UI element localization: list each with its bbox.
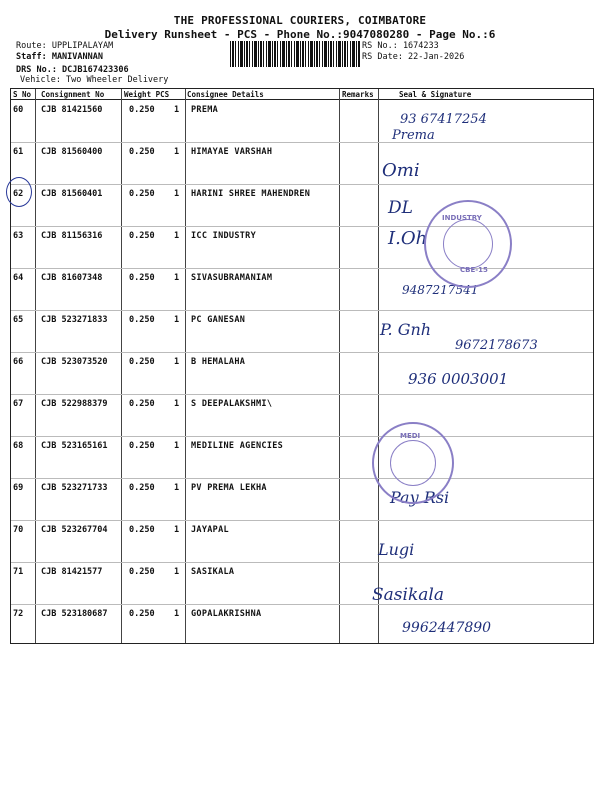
route-info	[16, 41, 129, 76]
handwritten-signature-63: I.Oh	[388, 228, 428, 249]
row-consignee: HIMAYAE VARSHAH	[191, 147, 273, 157]
row-weight: 0.250	[129, 399, 155, 409]
row-weight: 0.250	[129, 189, 155, 199]
row-sno: 72	[13, 609, 24, 619]
row-pcs: 1	[174, 147, 180, 157]
handwritten-signature-70: Lugi	[378, 540, 415, 559]
row-pcs: 1	[174, 399, 180, 409]
row-consignee: SIVASUBRAMANIAM	[191, 273, 273, 283]
row-consignment: CJB 523271733	[41, 483, 108, 493]
row-consignee: SASIKALA	[191, 567, 235, 577]
stamp-text: CBE-15	[460, 266, 488, 274]
row-sno: 64	[13, 273, 24, 283]
col-sno: S No	[13, 90, 32, 99]
vehicle-label: Vehicle: Two Wheeler Delivery	[20, 75, 169, 85]
col-consignment: Consignment No	[41, 90, 105, 99]
row-consignee: S DEEPALAKSHMI\	[191, 399, 273, 409]
row-pcs: 1	[174, 609, 180, 619]
row-pcs: 1	[174, 483, 180, 493]
handwritten-signature-61: Omi	[382, 160, 420, 181]
stamp-text: INDUSTRY	[442, 214, 482, 222]
row-weight: 0.250	[129, 441, 155, 451]
handwritten-signature-71: Sasikala	[372, 585, 444, 605]
col-remarks: Remarks	[342, 90, 374, 99]
route-label: Route: UPPLIPALAYAM	[16, 41, 114, 51]
row-weight: 0.250	[129, 567, 155, 577]
table-row	[11, 479, 593, 521]
company-title: THE PROFESSIONAL COURIERS, COIMBATORE	[173, 14, 427, 27]
stamp-text: MEDI	[400, 432, 421, 440]
row-sno: 65	[13, 315, 24, 325]
table-header	[11, 89, 593, 100]
table-row	[11, 437, 593, 479]
row-weight: 0.250	[129, 105, 155, 115]
row-weight: 0.250	[129, 147, 155, 157]
col-weight-pcs: Weight PCS	[124, 90, 170, 99]
row-consignee: ICC INDUSTRY	[191, 231, 257, 241]
row-weight: 0.250	[129, 357, 155, 367]
col-consignee: Consignee Details	[187, 90, 264, 99]
handwritten-phone-64: 9487217541	[402, 283, 479, 297]
row-pcs: 1	[174, 525, 180, 535]
rs-info	[362, 41, 464, 63]
row-consignment: CJB 523073520	[41, 357, 108, 367]
runsheet-subtitle: Delivery Runsheet - PCS - Phone No.:9047080280 - Page No.:6	[104, 28, 496, 41]
runsheet-table	[10, 88, 594, 644]
row-pcs: 1	[174, 189, 180, 199]
row-consignment: CJB 81156316	[41, 231, 103, 241]
row-sno: 62	[13, 189, 24, 199]
col-seal: Seal & Signature	[399, 90, 472, 99]
row-sno: 71	[13, 567, 24, 577]
row-pcs: 1	[174, 231, 180, 241]
handwritten-signature-62: DL	[388, 198, 413, 218]
row-consignee: HARINI SHREE MAHENDREN	[191, 189, 311, 199]
row-weight: 0.250	[129, 525, 155, 535]
row-weight: 0.250	[129, 273, 155, 283]
row-pcs: 1	[174, 357, 180, 367]
row-sno: 69	[13, 483, 24, 493]
row-consignment: CJB 81607348	[41, 273, 103, 283]
row-pcs: 1	[174, 567, 180, 577]
stamp-inner-ring	[390, 440, 437, 487]
handwritten-phone-66: 9672178673	[455, 338, 538, 353]
handwritten-signature-65: P. Gnh	[380, 320, 432, 339]
rs-number: RS No.: 1674233	[362, 41, 439, 51]
row-sno: 66	[13, 357, 24, 367]
stamp-inner-ring	[443, 219, 493, 269]
row-weight: 0.250	[129, 483, 155, 493]
row-pcs: 1	[174, 105, 180, 115]
row-sno: 61	[13, 147, 24, 157]
row-pcs: 1	[174, 441, 180, 451]
handwritten-phone-60: 93 67417254	[400, 112, 487, 127]
row-consignment: CJB 522988379	[41, 399, 108, 409]
row-sno: 63	[13, 231, 24, 241]
row-consignment: CJB 523271833	[41, 315, 108, 325]
row-sno: 60	[13, 105, 24, 115]
handwritten-phone-67: 936 0003001	[408, 370, 509, 388]
row-consignee: GOPALAKRISHNA	[191, 609, 262, 619]
drs-label: DRS No.: DCJB167423306	[16, 65, 129, 75]
row-consignee: PC GANESAN	[191, 315, 246, 325]
row-pcs: 1	[174, 273, 180, 283]
table-row	[11, 563, 593, 605]
pen-circle-mark	[6, 177, 32, 207]
table-row	[11, 143, 593, 185]
row-consignment: CJB 81560400	[41, 147, 103, 157]
barcode	[230, 41, 360, 67]
table-row	[11, 521, 593, 563]
row-consignee: B HEMALAHA	[191, 357, 246, 367]
row-weight: 0.250	[129, 609, 155, 619]
row-consignment: CJB 523180687	[41, 609, 108, 619]
row-consignment: CJB 523165161	[41, 441, 108, 451]
row-consignee: PV PREMA LEKHA	[191, 483, 267, 493]
row-consignee: JAYAPAL	[191, 525, 229, 535]
row-consignee: MEDILINE AGENCIES	[191, 441, 284, 451]
row-consignment: CJB 81560401	[41, 189, 103, 199]
row-sno: 70	[13, 525, 24, 535]
table-row	[11, 269, 593, 311]
row-consignee: PREMA	[191, 105, 219, 115]
staff-label: Staff: MANIVANNAN	[16, 52, 103, 62]
row-weight: 0.250	[129, 315, 155, 325]
row-sno: 68	[13, 441, 24, 451]
row-consignment: CJB 81421577	[41, 567, 103, 577]
row-consignment: CJB 523267704	[41, 525, 108, 535]
table-row	[11, 395, 593, 437]
table-row	[11, 101, 593, 143]
table-row	[11, 605, 593, 647]
handwritten-signature-60: Prema	[392, 128, 435, 143]
row-sno: 67	[13, 399, 24, 409]
row-consignment: CJB 81421560	[41, 105, 103, 115]
rs-date: RS Date: 22-Jan-2026	[362, 52, 465, 62]
handwritten-signature-69: Pay Rsi	[390, 488, 450, 507]
row-weight: 0.250	[129, 231, 155, 241]
row-pcs: 1	[174, 315, 180, 325]
handwritten-phone-72: 9962447890	[402, 620, 492, 636]
